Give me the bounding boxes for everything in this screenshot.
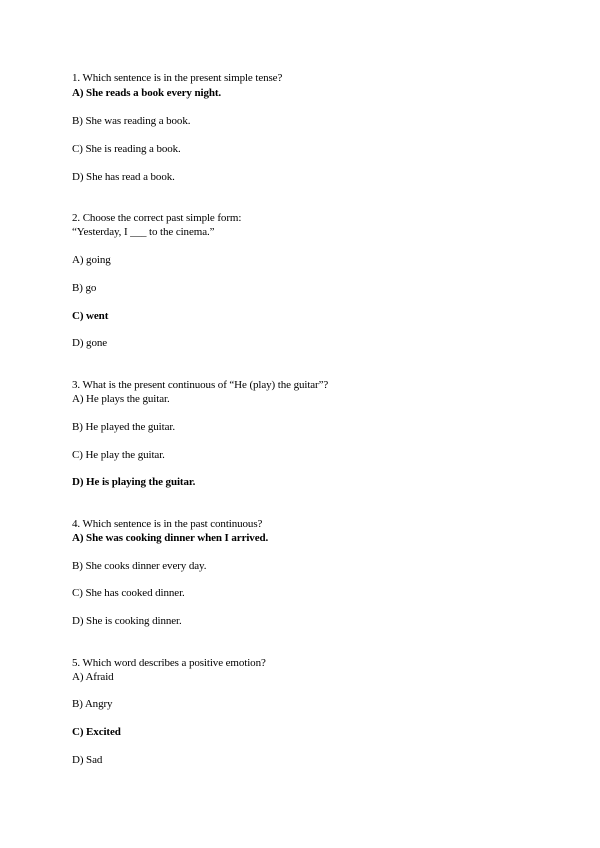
question-3-option-c: C) He play the guitar. [72, 449, 165, 461]
question-1-option-a: A) She reads a book every night. [72, 87, 222, 99]
question-2-option-a: A) going [72, 254, 111, 266]
question-1-prompt: 1. Which sentence is in the present simple tense? [72, 72, 283, 84]
question-4-option-d: D) She is cooking dinner. [72, 615, 182, 627]
question-3-option-b: B) He played the guitar. [72, 421, 175, 433]
question-5-option-b: B) Angry [72, 698, 113, 710]
question-2-option-b: B) go [72, 282, 97, 294]
question-5-option-a: A) Afraid [72, 671, 114, 683]
question-3-option-d: D) He is playing the guitar. [72, 476, 196, 488]
question-1-option-b: B) She was reading a book. [72, 115, 191, 127]
question-5-option-d: D) Sad [72, 754, 103, 766]
question-5-prompt: 5. Which word describes a positive emotion? [72, 657, 266, 669]
question-4-option-b: B) She cooks dinner every day. [72, 560, 207, 572]
question-2-option-d: D) gone [72, 337, 108, 349]
question-2-option-c: C) went [72, 310, 109, 322]
question-3-prompt: 3. What is the present continuous of “He (play) the guitar”? [72, 379, 329, 391]
question-4-prompt: 4. Which sentence is in the past continuous? [72, 518, 263, 530]
question-3-option-a: A) He plays the guitar. [72, 393, 170, 405]
question-4-option-c: C) She has cooked dinner. [72, 587, 185, 599]
question-2-prompt: 2. Choose the correct past simple form: [72, 212, 242, 224]
question-1-option-c: C) She is reading a book. [72, 143, 181, 155]
question-4-option-a: A) She was cooking dinner when I arrived. [72, 532, 269, 544]
question-5-option-c: C) Excited [72, 726, 121, 738]
question-2-sentence: “Yesterday, I ___ to the cinema.” [72, 226, 215, 238]
question-1-option-d: D) She has read a book. [72, 171, 175, 183]
